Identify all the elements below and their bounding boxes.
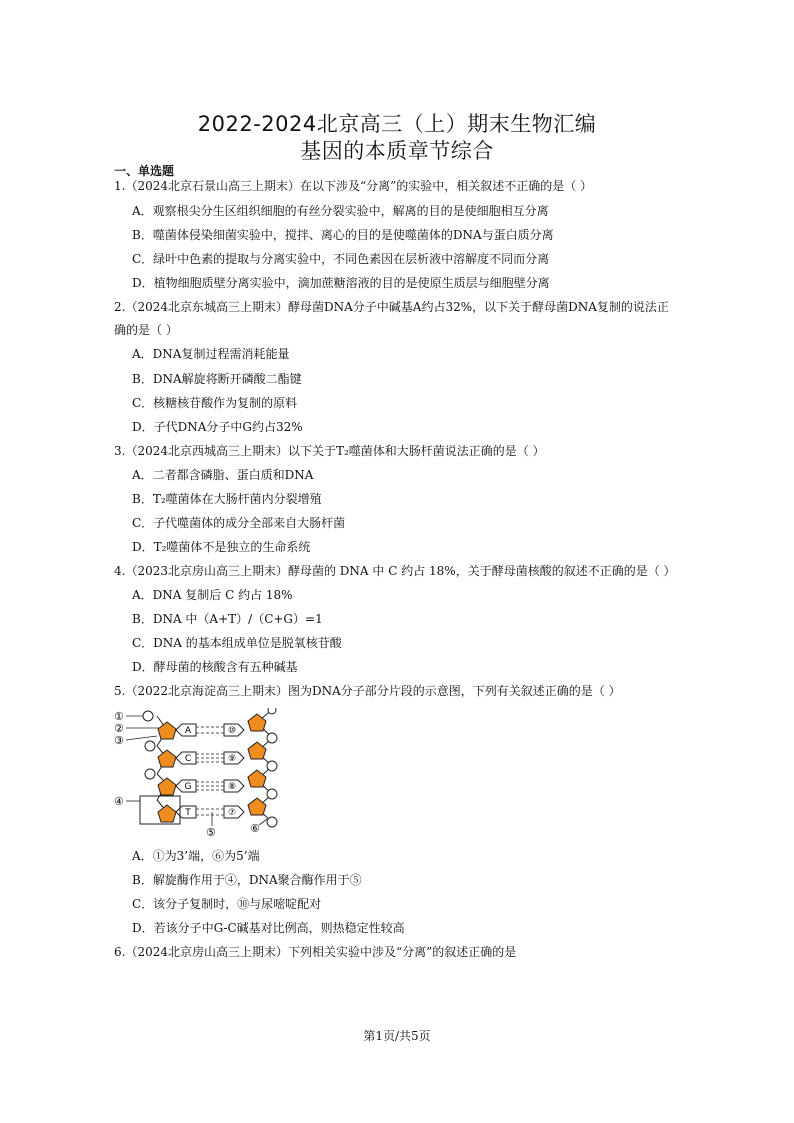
question-3-stem: 3.（2024北京西城高三上期末）以下关于T₂噬菌体和大肠杆菌说法正确的是（ ） [114,444,545,458]
sugar-pentagon [248,742,266,759]
section-heading: 一、单选题 [114,164,175,178]
question-2-option-d: D．子代DNA分子中G约占32% [132,420,303,434]
sugar-pentagon [158,805,176,822]
page-footer: 第1页/共5页 [363,1029,431,1043]
label-5: ⑤ [206,826,216,838]
base-label: ⑩ [227,726,237,736]
question-5-stem: 5.（2022北京海淀高三上期末）图为DNA分子部分片段的示意图，下列有关叙述正确的是（ ） [114,684,621,698]
question-5-option-a: A．①为3’端，⑥为5’端 [132,849,260,863]
label-2: ② [114,722,124,735]
question-3-option-b: B．T₂噬菌体在大肠杆菌内分裂增殖 [132,492,322,506]
question-1-option-a: A．观察根尖分生区组织细胞的有丝分裂实验中，解离的目的是使细胞相互分离 [132,204,549,218]
phosphate-circle [145,769,155,779]
question-1-option-d: D．植物细胞质壁分离实验中，滴加蔗糖溶液的目的是使原生质层与细胞壁分离 [132,276,550,290]
question-5-option-c: C．该分子复制时，⑩与尿嘧啶配对 [132,897,322,911]
sugar-pentagon [158,778,176,795]
base-label: ⑦ [227,808,237,818]
question-2-option-b: B．DNA解旋将断开磷酸二酯键 [132,372,302,386]
question-4-option-b: B．DNA 中（A+T）/（C+G）=1 [132,612,323,626]
phosphate-circle [267,789,277,799]
question-1-stem: 1.（2024北京石景山高三上期末）在以下涉及“分离”的实验中，相关叙述不正确的是（ ） [114,179,593,193]
base-label: ⑨ [227,754,237,764]
phosphate-circle [267,733,277,743]
phosphate-circle [267,761,277,771]
phosphate-circle [145,741,155,751]
base-label: T [185,808,191,818]
question-4-stem: 4.（2023北京房山高三上期末）酵母菌的 DNA 中 C 约占 18%，关于酵母菌核酸的叙述不正确的是（ ） [114,564,676,578]
document-title-line2: 基因的本质章节综合 [300,139,494,163]
phosphate-circle [268,708,276,714]
base-label: G [184,782,192,792]
base-label: ⑧ [227,782,237,792]
question-2-stem: 2.（2024北京东城高三上期末）酵母菌DNA分子中碱基A约占32%，以下关于酵母菌DNA复制的说法正 [114,300,669,314]
base-label: A [184,726,192,736]
question-6-stem: 6.（2024北京房山高三上期末）下列相关实验中涉及“分离”的叙述正确的是 [114,945,517,959]
document-title-line1: 2022-2024北京高三（上）期末生物汇编 [197,112,597,136]
sugar-pentagon [248,770,266,787]
question-2-option-a: A．DNA复制过程需消耗能量 [132,347,290,361]
question-2-stem-cont: 确的是（ ） [114,323,178,337]
label-1: ① [114,710,124,723]
phosphate-circle [267,817,277,827]
question-1-option-c: C．绿叶中色素的提取与分离实验中，不同色素因在层析液中溶解度不同而分离 [132,252,550,266]
question-2-option-c: C．核糖核苷酸作为复制的原料 [132,396,298,410]
sugar-pentagon [158,722,176,739]
dna-fragment-diagram [112,708,292,838]
question-3-option-c: C．子代噬菌体的成分全部来自大肠杆菌 [132,516,346,530]
question-4-option-a: A．DNA 复制后 C 约占 18% [132,588,293,602]
question-3-option-d: D．T₂噬菌体不是独立的生命系统 [132,540,311,554]
sugar-pentagon [158,750,176,767]
question-1-option-b: B．噬菌体侵染细菌实验中，搅拌、离心的目的是使噬菌体的DNA与蛋白质分离 [132,228,554,242]
label-3: ③ [114,734,124,747]
sugar-pentagon [248,798,266,815]
question-4-option-d: D．酵母菌的核酸含有五种碱基 [132,660,298,674]
label-6: ⑥ [250,822,260,835]
question-4-option-c: C．DNA 的基本组成单位是脱氧核苷酸 [132,636,342,650]
question-3-option-a: A．二者都含磷脂、蛋白质和DNA [132,468,314,482]
label-4: ④ [114,795,124,808]
question-5-option-d: D．若该分子中G-C碱基对比例高，则热稳定性较高 [132,921,405,935]
question-5-option-b: B．解旋酶作用于④，DNA聚合酶作用于⑤ [132,873,362,887]
phosphate-circle [143,711,153,721]
base-label: C [184,754,192,764]
